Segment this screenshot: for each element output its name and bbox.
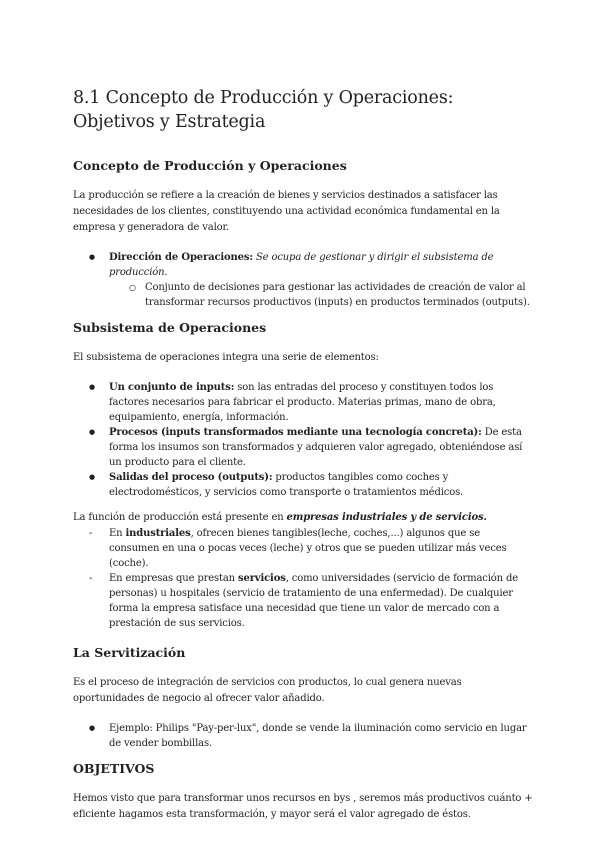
dash-text: , como universidades (servicio de formación de personas) u hospitales (servicio de tratamiento de una enfermedad). De cualquier forma la empresa satisface una necesidad que tiene un valor de mercado con a prestación de sus servicios. [109, 573, 519, 629]
dash-bold: servicios [238, 573, 286, 584]
paragraph-servitizacion: Es el proceso de integración de servicios con productos, lo cual genera nuevas oportunidades de negocio al ofrecer valor añadido. [73, 677, 462, 704]
paragraph-subsistema: El subsistema de operaciones integra una serie de elementos: [73, 352, 379, 363]
page-title: 8.1 Concepto de Producción y Operaciones: Objetivos y Estrategia [73, 88, 454, 132]
item-text: De esta forma los insumos son transformados y adquieren valor agregado, obteniéndose así un producto para el cliente. [109, 427, 523, 468]
bullet-list-direccion [73, 250, 533, 310]
paragraph-funcion [73, 510, 533, 526]
bullet-list-elementos [73, 380, 533, 500]
sub-list [109, 280, 533, 310]
list-item [73, 380, 533, 425]
section-heading-subsistema: Subsistema de Operaciones [73, 320, 267, 335]
paragraph-produccion: La producción se refiere a la creación de bienes y servicios destinados a satisfacer las necesidades de los clientes, constituyendo una actividad económica fundamental en la empresa y generadora de valor. [73, 190, 500, 233]
bullet-text: Se ocupa de gestionar y dirigir el subsistema de producción. [109, 252, 494, 278]
dash-text: En empresas que prestan [109, 573, 238, 584]
dash-text: , ofrecen bienes tangibles(leche, coches,...) algunos que se consumen en una o pocas veces (leche) y otros que se pueden utilizar más veces (coche). [109, 528, 507, 569]
dash-item [73, 571, 533, 631]
document-page [73, 86, 533, 837]
item-text: son las entradas del proceso y constituyen todos los factores necesarios para fabricar el producto. Materias primas, mano de obra, equipamiento, energía, información. [109, 382, 496, 423]
bullet-label: Dirección de Operaciones: [109, 252, 253, 263]
bullet-list-ejemplo [73, 721, 533, 751]
item-label: Un conjunto de inputs: [109, 382, 235, 393]
dash-text: En [109, 528, 126, 539]
paragraph-objetivos: Hemos visto que para transformar unos recursos en bys , seremos más productivos cuánto + eficiente hagamos esta transformación, y mayor será el valor agregado de éstos. [73, 793, 533, 820]
section-heading-servitizacion: La Servitización [73, 645, 186, 660]
funcion-bold: empresas industriales y de servicios. [286, 512, 487, 523]
section-heading-concepto: Concepto de Producción y Operaciones [73, 158, 347, 173]
dash-list [73, 526, 533, 631]
item-label: Salidas del proceso (outputs): [109, 472, 273, 483]
dash-bold: industriales [125, 528, 191, 539]
section-heading-objetivos: OBJETIVOS [73, 761, 155, 776]
list-item [73, 470, 533, 500]
funcion-text: La función de producción está presente en [73, 512, 287, 523]
list-item [73, 425, 533, 470]
dash-item [73, 526, 533, 571]
item-label: Procesos (inputs transformados mediante una tecnología concreta): [109, 427, 482, 438]
sub-list-item: ○ Conjunto de decisiones para gestionar las actividades de creación de valor al transformar recursos productivos (inputs) en productos terminados (outputs). [109, 280, 533, 310]
list-item [73, 250, 533, 310]
item-text: productos tangibles como coches y electrodomésticos, y servicios como transporte o tratamientos médicos. [109, 472, 464, 498]
list-item: ● Ejemplo: Philips "Pay-per-lux", donde se vende la iluminación como servicio en lugar de vender bombillas. [73, 721, 533, 751]
